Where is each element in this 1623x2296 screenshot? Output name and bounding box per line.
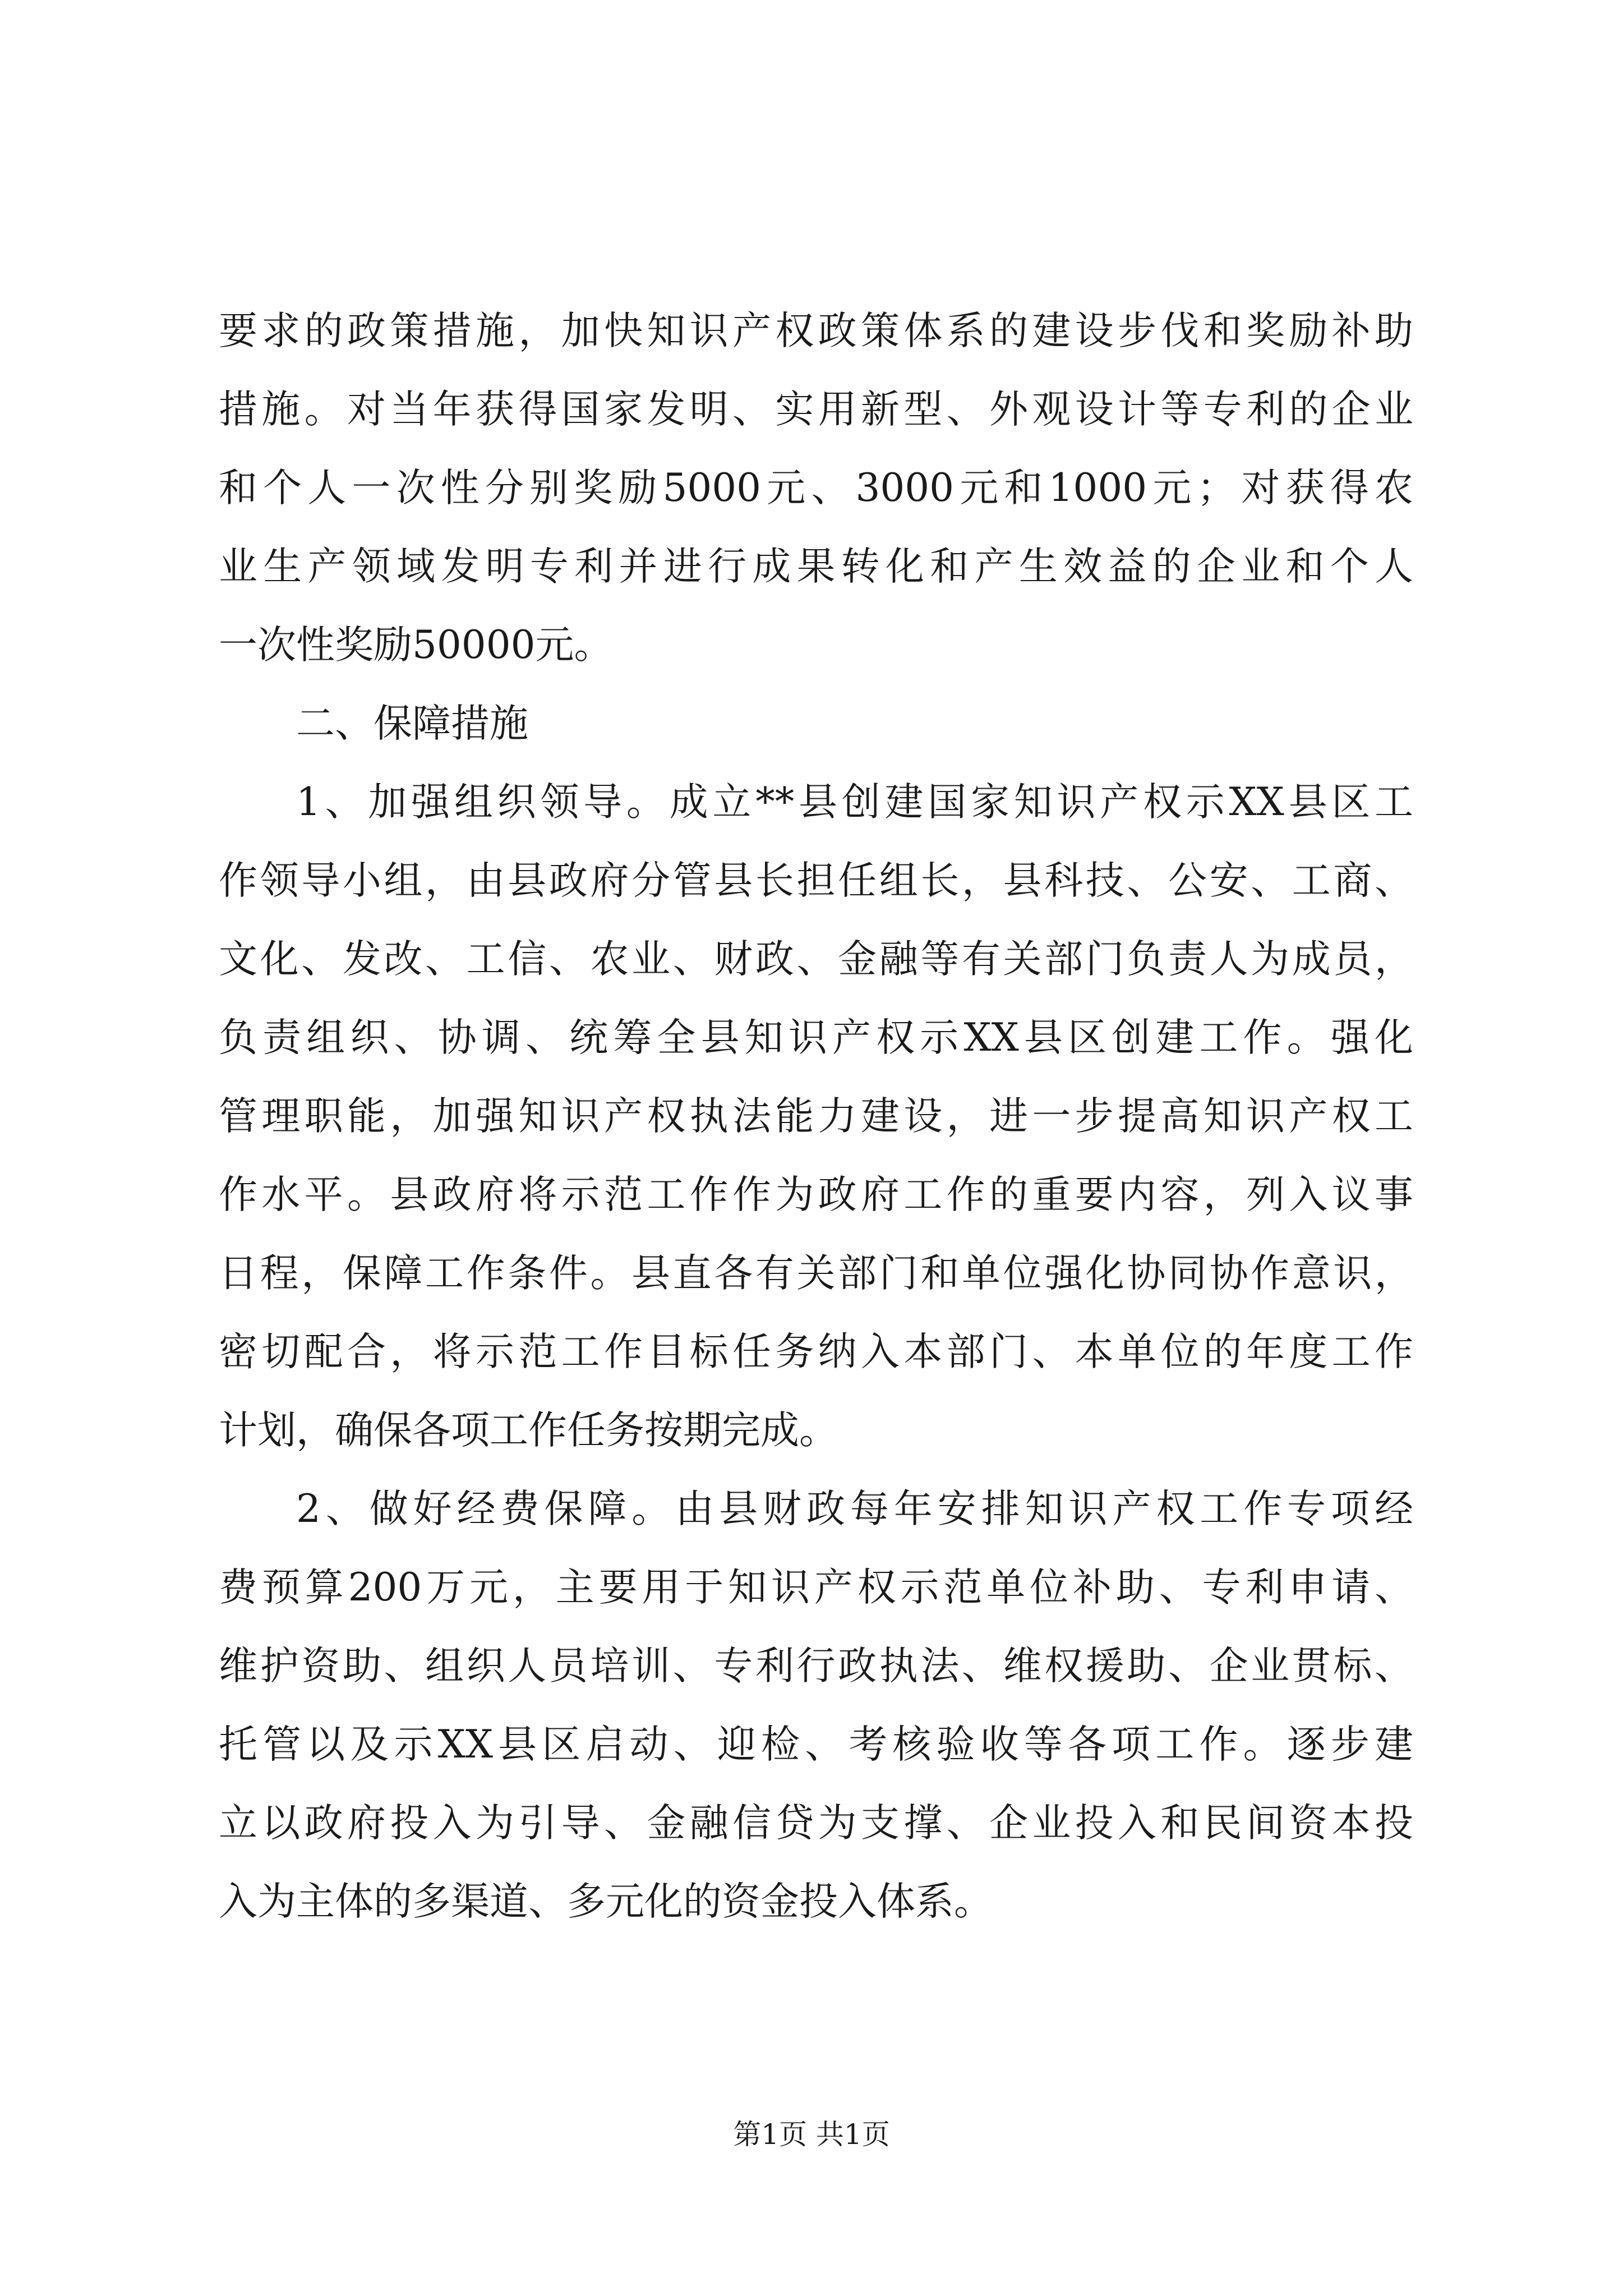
paragraph-continued	[219, 292, 1413, 684]
text-line: 措施。对当年获得国家发明、实用新型、外观设计等专利的企业	[219, 387, 1413, 432]
text-line: 入为主体的多渠道、多元化的资金投入体系。	[219, 1879, 993, 1924]
text-line: 维护资助、组织人员培训、专利行政执法、维权援助、企业贯标、	[219, 1644, 1413, 1688]
text-line: 托管以及示XX县区启动、迎检、考核验收等各项工作。逐步建	[219, 1722, 1413, 1767]
document-body	[219, 292, 1413, 1941]
text-line: 立以政府投入为引导、金融信贷为支撑、企业投入和民间资本投	[219, 1801, 1413, 1846]
text-line: 作水平。县政府将示范工作作为政府工作的重要内容，列入议事	[219, 1172, 1413, 1217]
text-line: 2、做好经费保障。由县财政每年安排知识产权工作专项经	[296, 1487, 1413, 1531]
text-line: 和个人一次性分别奖励5000元、3000元和1000元；对获得农	[219, 466, 1413, 510]
text-line: 日程，保障工作条件。县直各有关部门和单位强化协同协作意识，	[219, 1251, 1413, 1296]
section-heading-text: 二、保障措施	[296, 701, 528, 746]
text-line: 一次性奖励50000元。	[219, 623, 613, 668]
text-line: 1、加强组织领导。成立**县创建国家知识产权示XX县区工	[296, 780, 1413, 825]
text-line: 负责组织、协调、统筹全县知识产权示XX县区创建工作。强化	[219, 1015, 1413, 1060]
paragraph-item-1	[219, 763, 1413, 1470]
page-number-label: 第1页 共1页	[733, 2118, 890, 2151]
text-line: 要求的政策措施，加快知识产权政策体系的建设步伐和奖励补助	[219, 309, 1413, 353]
text-line: 作领导小组，由县政府分管县长担任组长，县科技、公安、工商、	[219, 858, 1413, 903]
page-footer	[0, 2118, 1623, 2151]
text-line: 文化、发改、工信、农业、财政、金融等有关部门负责人为成员，	[219, 937, 1413, 982]
text-line: 计划，确保各项工作任务按期完成。	[219, 1408, 838, 1453]
section-heading	[219, 684, 1413, 763]
text-line: 费预算200万元，主要用于知识产权示范单位补助、专利申请、	[219, 1565, 1413, 1610]
text-line: 密切配合，将示范工作目标任务纳入本部门、本单位的年度工作	[219, 1329, 1413, 1374]
text-line: 管理职能，加强知识产权执法能力建设，进一步提高知识产权工	[219, 1094, 1413, 1139]
text-line: 业生产领域发明专利并进行成果转化和产生效益的企业和个人	[219, 544, 1413, 589]
paragraph-item-2	[219, 1470, 1413, 1941]
